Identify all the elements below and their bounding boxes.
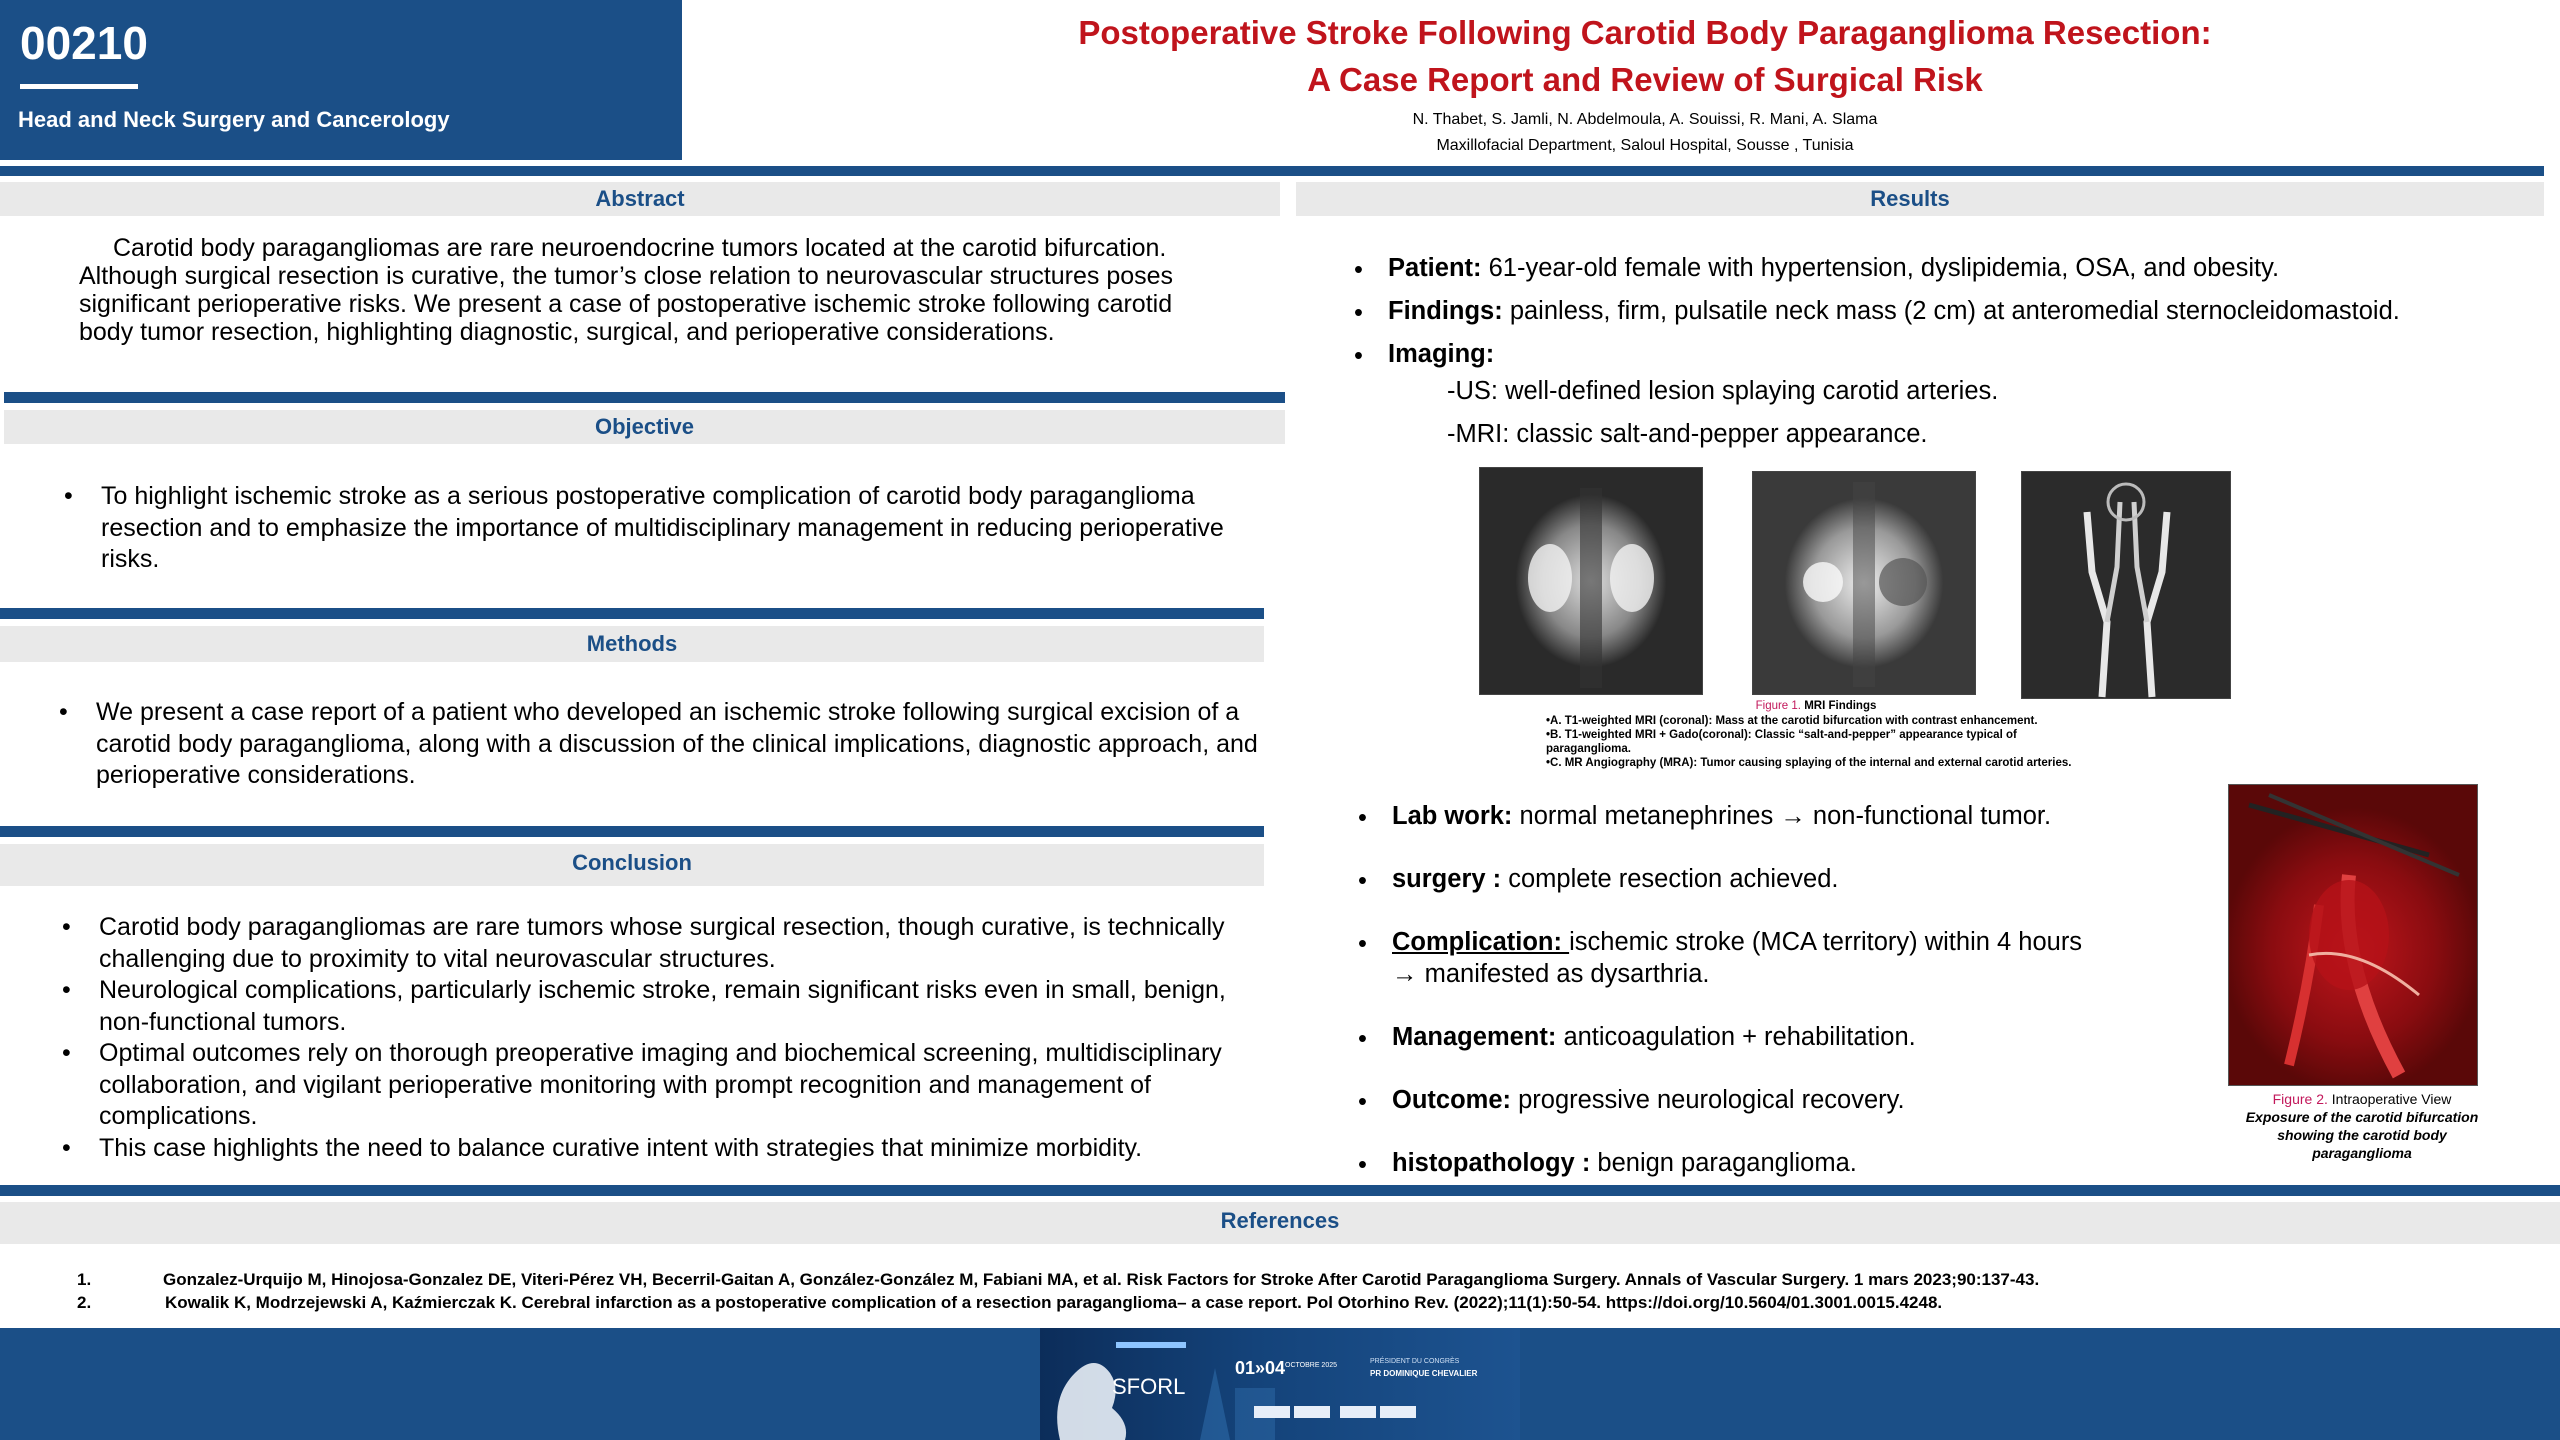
poster-id-underline <box>20 84 138 89</box>
reference-1 <box>77 1270 2039 1290</box>
figure1-caption-c: •C. MR Angiography (MRA): Tumor causing splaying of the internal and external carotid arteries. <box>1546 757 2072 769</box>
imaging-us: -US: well-defined lesion splaying carotid arteries. <box>1447 377 1999 405</box>
poster-title-line1: Postoperative Stroke Following Carotid Body Paraganglioma Resection: <box>1078 14 2212 51</box>
intraoperative-photo <box>2228 784 2478 1086</box>
result-label: Outcome: <box>1392 1086 1512 1114</box>
mri-image-c <box>2021 471 2231 699</box>
result-text: painless, firm, pulsatile neck mass (2 cm) at anteromedial sternocleidomastoid. <box>1502 297 2400 325</box>
conclusion-item: • Optimal outcomes rely on thorough preoperative imaging and biochemical screening, multidisciplinary collaboration, and vigilant perioperative monitoring with prompt recognition and management of complications. <box>62 1038 1237 1133</box>
result-label: Complication: <box>1392 928 1570 956</box>
result-outcome <box>1354 1084 2154 1116</box>
intraoperative-photo-overlay <box>2229 785 2477 1085</box>
result-label: Patient: <box>1388 254 1482 282</box>
reference-text: Gonzalez-Urquijo M, Hinojosa-Gonzalez DE, Viteri-Pérez VH, Becerril-Gaitan A, González-González M, Fabiani MA, et al. Risk Factors for Stroke After Carotid Paraganglioma Surgery. Annals of Vascular Surgery. 1 mars 2023;90:137-43. <box>163 1270 2040 1289</box>
result-label: Management: <box>1392 1023 1557 1051</box>
congress-president-name: PR DOMINIQUE CHEVALIER <box>1370 1369 1478 1378</box>
figure2-caption-line: Exposure of the carotid bifurcation <box>2245 1109 2479 1125</box>
results-heading: Results <box>1870 186 1950 211</box>
reference-number: 2. <box>77 1293 92 1312</box>
result-text: normal metanephrines → non-functional tumor. <box>1512 802 2052 830</box>
abstract-line: significant perioperative risks. We present a case of postoperative ischemic stroke following carotid <box>79 290 1173 318</box>
figure2-caption-line: paraganglioma <box>2312 1145 2412 1161</box>
reference-number: 1. <box>77 1270 92 1289</box>
result-text: 61-year-old female with hypertension, dyslipidemia, OSA, and obesity. <box>1481 254 2280 282</box>
figure2-label: Figure 2. <box>2272 1091 2328 1107</box>
mri-c-overlay <box>2022 472 2230 698</box>
methods-list <box>59 697 1259 792</box>
conclusion-divider <box>0 826 1264 837</box>
header-divider <box>0 166 2544 176</box>
affiliation: Maxillofacial Department, Saloul Hospital, Sousse , Tunisia <box>1436 137 1854 154</box>
abstract-heading: Abstract <box>595 186 685 211</box>
methods-item: • We present a case report of a patient who developed an ischemic stroke following surgical excision of a carotid body paraganglioma, along with a discussion of the clinical implications, diagnostic approach, and perioperative considerations. <box>59 697 1259 792</box>
abstract-body <box>79 234 1173 346</box>
result-text: progressive neurological recovery. <box>1511 1086 1905 1114</box>
result-surgery <box>1354 863 2154 895</box>
objective-item: • To highlight ischemic stroke as a serious postoperative complication of carotid body paraganglioma resection and to emphasize the importance of multidisciplinary management in reducing perioperative risks. <box>64 481 1264 576</box>
result-label: Findings: <box>1388 297 1503 325</box>
abstract-line: Carotid body paragangliomas are rare neuroendocrine tumors located at the carotid bifurcation. <box>113 234 1167 262</box>
references-heading: References <box>1220 1208 1340 1233</box>
result-lab <box>1354 800 2154 832</box>
result-text: benign paraganglioma. <box>1590 1149 1857 1177</box>
imaging-mri: -MRI: classic salt-and-pepper appearance. <box>1447 420 1928 448</box>
figure1-label: Figure 1. <box>1755 700 1801 712</box>
result-label: surgery : <box>1392 865 1502 893</box>
result-label: Imaging: <box>1388 340 1495 368</box>
poster-id: 00210 <box>20 17 148 69</box>
figure2-heading: Intraoperative View <box>2327 1091 2452 1107</box>
authors: N. Thabet, S. Jamli, N. Abdelmoula, A. Souissi, R. Mani, A. Slama <box>1412 111 1878 128</box>
poster-title-line2: A Case Report and Review of Surgical Risk <box>1307 61 1983 98</box>
result-label: histopathology : <box>1392 1149 1591 1177</box>
result-text: ischemic stroke (MCA territory) within 4 hours <box>1569 928 2083 956</box>
congress-president-title: PRÉSIDENT DU CONGRÈS <box>1370 1358 1460 1365</box>
conclusion-list <box>62 912 1237 1164</box>
figure1-caption-b2: paraganglioma. <box>1546 743 1631 755</box>
congress-dates: 01»04 <box>1235 1358 1286 1378</box>
abstract-line: body tumor resection, highlighting diagnostic, surgical, and perioperative considerations. <box>79 318 1055 346</box>
figure1-caption <box>1546 714 2186 770</box>
methods-heading: Methods <box>586 631 678 656</box>
result-imaging <box>1350 333 2550 376</box>
result-text: anticoagulation + rehabilitation. <box>1556 1023 1916 1051</box>
session-name: Head and Neck Surgery and Cancerology <box>18 107 450 132</box>
objective-list <box>64 481 1264 576</box>
mri-b-overlay <box>1753 472 1975 694</box>
figure2-title <box>2222 1090 2502 1108</box>
reference-2 <box>77 1293 1942 1313</box>
results-list-bottom <box>1354 800 2154 1179</box>
figure1-caption-b: •B. T1-weighted MRI + Gado(coronal): Classic “salt-and-pepper” appearance typical of <box>1546 729 2017 741</box>
figure2-caption <box>2222 1090 2502 1162</box>
congress-banner <box>1040 1328 1520 1440</box>
result-label: Lab work: <box>1392 802 1513 830</box>
methods-divider <box>0 608 1264 619</box>
result-complication <box>1354 926 2154 990</box>
result-histopathology <box>1354 1147 2154 1179</box>
objective-heading: Objective <box>594 414 695 439</box>
result-management <box>1354 1021 2154 1053</box>
result-text: → manifested as dysarthria. <box>1392 960 1710 988</box>
congress-logo: SFORL <box>1112 1374 1186 1399</box>
mri-image-b <box>1752 471 1976 695</box>
result-findings <box>1350 290 2550 333</box>
result-text: complete resection achieved. <box>1501 865 1839 893</box>
mri-a-overlay <box>1480 468 1702 694</box>
figure2-caption-line: showing the carotid body <box>2277 1127 2447 1143</box>
conclusion-item: • Carotid body paragangliomas are rare tumors whose surgical resection, though curative, is technically challenging due to proximity to vital neurovascular structures. <box>62 912 1237 975</box>
conclusion-item: • This case highlights the need to balance curative intent with strategies that minimize morbidity. <box>62 1133 1237 1165</box>
conclusion-heading: Conclusion <box>572 850 692 875</box>
references-divider <box>0 1185 2560 1196</box>
conclusion-item: • Neurological complications, particularly ischemic stroke, remain significant risks even in small, benign, non-functional tumors. <box>62 975 1237 1038</box>
results-list-top <box>1350 247 2550 376</box>
mri-image-a <box>1479 467 1703 695</box>
congress-month: OCTOBRE 2025 <box>1285 1362 1338 1369</box>
reference-text: Kowalik K, Modrzejewski A, Kaźmierczak K. Cerebral infarction as a postoperative complication of a resection paraganglioma– a case report. Pol Otorhino Rev. (2022);11(1):50-54. https://doi.org/10.5604/01.3001.0015.4248. <box>165 1293 1943 1312</box>
figure1-caption-a: •A. T1-weighted MRI (coronal): Mass at the carotid bifurcation with contrast enhancement. <box>1546 715 2038 727</box>
objective-divider <box>4 392 1285 403</box>
figure1-title <box>1546 699 2086 713</box>
result-patient <box>1350 247 2550 290</box>
figure1-heading: MRI Findings <box>1801 700 1877 712</box>
abstract-line: Although surgical resection is curative, the tumor’s close relation to neurovascular structures poses <box>79 262 1174 290</box>
